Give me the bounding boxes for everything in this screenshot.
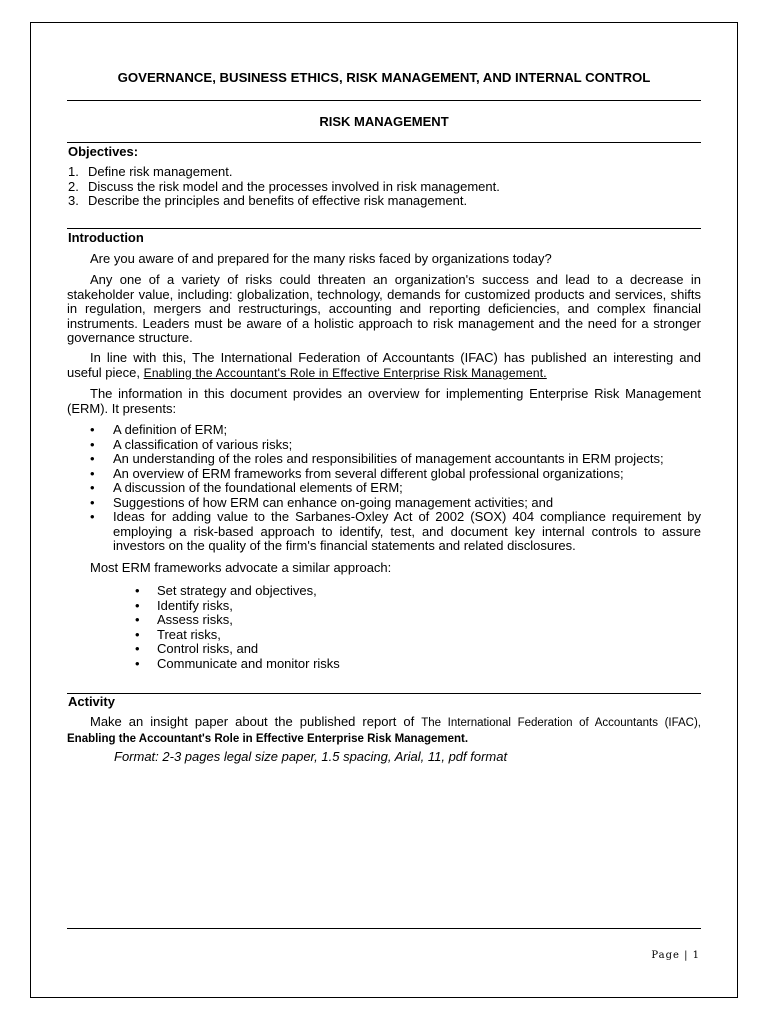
- list-item: • Identify risks,: [135, 599, 701, 614]
- list-item: 3. Describe the principles and benefits of effective risk management.: [68, 193, 468, 208]
- section-title: RISK MANAGEMENT: [319, 114, 449, 129]
- list-item: • Control risks, and: [135, 642, 701, 657]
- list-item: • Communicate and monitor risks: [135, 657, 701, 672]
- list-item: • A discussion of the foundational elements of ERM;: [90, 481, 701, 496]
- list-item: • Set strategy and objectives,: [135, 584, 701, 599]
- title-rule: [67, 100, 701, 101]
- intro-paragraph-4: The information in this document provides an overview for implementing Enterprise Risk Management (ERM). It presents:: [67, 386, 701, 416]
- list-item: • Assess risks,: [135, 613, 701, 628]
- section-rule: [67, 142, 701, 143]
- page-number: Page | 1: [651, 950, 700, 961]
- list-item: • A classification of various risks;: [90, 438, 701, 453]
- list-item: • An understanding of the roles and responsibilities of management accountants in ERM projects;: [90, 452, 701, 467]
- intro-paragraph-2: Any one of a variety of risks could threaten an organization's success and lead to a decrease in stakeholder value, including: globalization, technology, demands for customized products and services, shifts in regulation, mergers and restructurings, accounting and reporting deficiencies, and complex financial instruments. Leaders must be aware of a holistic approach to risk management and the need for a stronger governance structure.: [67, 272, 701, 345]
- activity-rule: [67, 693, 701, 694]
- objectives-heading: Objectives:: [68, 144, 139, 159]
- list-item: 1. Define risk management.: [68, 164, 233, 179]
- list-item: • An overview of ERM frameworks from several different global professional organizations;: [90, 467, 701, 482]
- list-item: • A definition of ERM;: [90, 423, 701, 438]
- list-item: • Treat risks,: [135, 628, 701, 643]
- erm-contents-list: [90, 423, 701, 554]
- report-link[interactable]: Enabling the Accountant's Role in Effective Enterprise Risk Management.: [143, 365, 547, 380]
- footer-rule: [67, 928, 701, 929]
- activity-heading: Activity: [68, 694, 115, 709]
- activity-text: Make an insight paper about the published report of The International Federation of Accountants (IFAC), Enabling the Accountant's Role in Effective Enterprise Risk Management.: [67, 714, 701, 745]
- document-title: GOVERNANCE, BUSINESS ETHICS, RISK MANAGEMENT, AND INTERNAL CONTROL: [117, 70, 651, 85]
- report-title: Enabling the Accountant's Role in Effective Enterprise Risk Management.: [67, 732, 469, 745]
- objectives-list: [68, 165, 500, 209]
- list-item: 2. Discuss the risk model and the processes involved in risk management.: [68, 178, 500, 194]
- introduction-heading: Introduction: [68, 230, 144, 245]
- intro-paragraph-5: Most ERM frameworks advocate a similar approach:: [90, 560, 392, 575]
- format-note: Format: 2-3 pages legal size paper, 1.5 spacing, Arial, 11, pdf format: [114, 749, 508, 764]
- intro-paragraph-1: Are you aware of and prepared for the many risks faced by organizations today?: [90, 251, 552, 266]
- erm-approach-list: [135, 584, 701, 671]
- intro-paragraph-3: In line with this, The International Federation of Accountants (IFAC) has published an interesting and useful piece, Enabling the Accountant's Role in Effective Enterprise Risk Management.: [67, 350, 701, 380]
- list-item: • Suggestions of how ERM can enhance on-going management activities; and: [90, 496, 701, 511]
- intro-rule: [67, 228, 701, 229]
- list-item: • Ideas for adding value to the Sarbanes-Oxley Act of 2002 (SOX) 404 compliance requirement by employing a risk-based approach to identify, test, and document key internal controls to assure investors on the quality of the firm's financial statements and related disclosures.: [90, 510, 701, 554]
